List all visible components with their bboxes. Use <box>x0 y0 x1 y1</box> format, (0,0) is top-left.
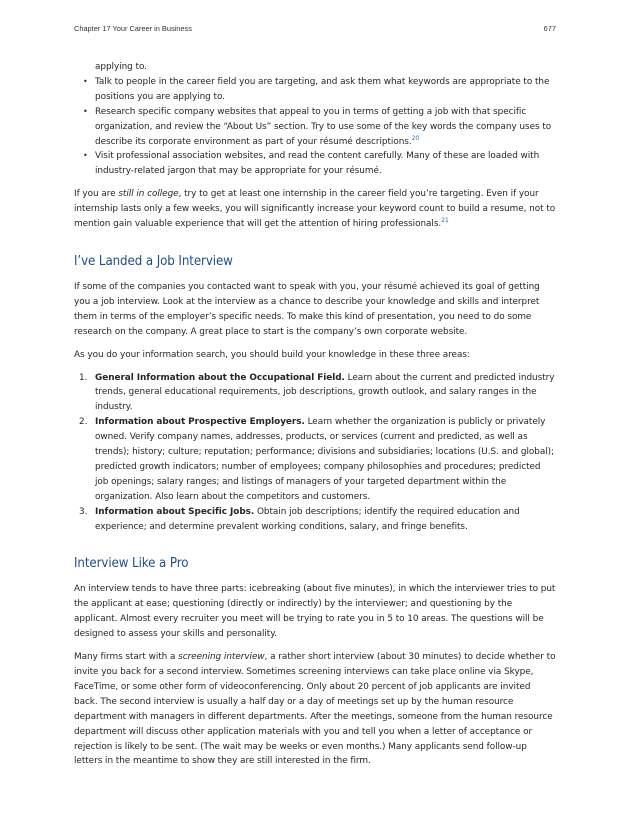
footnote-ref-21[interactable]: 21 <box>441 217 449 225</box>
paragraph: An interview tends to have three parts: icebreaking (about five minutes), in which the interviewer tries to put the applicant at ease; questioning (directly or indirectly) by the interviewer; and questioning by the applicant. Almost every recruiter you meet will be trying to rate you in 5 to 10 areas. The questions will be designed to assess your skills and personality. <box>74 584 556 640</box>
list-item <box>95 105 556 150</box>
knowledge-areas-list <box>74 371 556 535</box>
list-item-continuation: applying to. <box>95 62 147 72</box>
text-run: Many firms start with a <box>74 652 179 663</box>
list-item <box>79 415 556 504</box>
emphasis-text: screening interview <box>178 652 265 663</box>
footnote-ref-20[interactable]: 20 <box>411 134 420 142</box>
running-header <box>74 24 556 36</box>
list-item <box>79 505 556 535</box>
item-term: Information about Specific Jobs. <box>95 506 255 517</box>
item-number: 3. <box>79 506 88 517</box>
item-number: 1. <box>79 372 88 383</box>
emphasis-text: still in college <box>118 189 179 200</box>
paragraph-internship <box>74 187 556 232</box>
paragraph: If some of the companies you contacted want to speak with you, your résumé achieved its goal of getting you a job interview. Look at the interview as a chance to describe your knowledge and skills and interpret them in terms of the employer’s specific needs. To make this kind of presentation, you need to do some research on the company. A great place to start is the company’s own corporate website. <box>74 281 540 337</box>
item-text: Learn whether the organization is publicly or privately owned. Verify company names, addresses, products, or services (current and predicted, as well as trends); history; culture; reputation; performance; divisions and subsidiaries; locations (U.S. and global); predicted growth indicators; number of employees; company philosophies and procedures; predicted job openings; salary ranges; and listings of managers of your targeted department within the organization. Also learn about the competitors and customers. <box>95 417 555 502</box>
paragraph: As you do your information search, you should build your knowledge in these three areas: <box>74 349 470 360</box>
paragraph-screening-interview <box>74 650 556 769</box>
item-term: Information about Prospective Employers. <box>95 417 305 428</box>
item-number: 2. <box>79 417 88 428</box>
list-item <box>79 371 556 416</box>
section-heading-interview-like-a-pro: Interview Like a Pro <box>74 556 189 572</box>
item-text: Learn about the current and predicted industry trends, general educational requirements, job descriptions, growth outlook, and salary ranges in the industry. <box>95 372 555 413</box>
section-heading-job-interview: I’ve Landed a Job Interview <box>74 253 233 269</box>
keyword-tips-list <box>74 60 556 179</box>
page-number: 677 <box>543 24 556 33</box>
list-item: • Talk to people in the career field you are targeting, and ask them what keywords are appropriate to the positions you are applying to. <box>95 75 556 105</box>
item-term: General Information about the Occupational Field. <box>95 372 345 383</box>
item-text: Obtain job descriptions; identify the required education and experience; and determine prevalent working conditions, salary, and fringe benefits. <box>95 506 520 532</box>
text-run: If you are <box>74 189 119 200</box>
list-item: • Visit professional association websites, and read the content carefully. Many of these are loaded with industry-related jargon that may be appropriate for your résumé. <box>95 149 556 179</box>
text-run: , a rather short interview (about 30 minutes) to decide whether to invite you back for a second interview. Sometimes screening interviews can take place online via Skype, FaceTime, or some other form of videoconferencing. Only about 20 percent of job applicants are invited back. The second interview is usually a half day or a day of meetings set up by the human resource department with managers in different departments. After the meetings, someone from the human resource department will discuss other application materials with you and tell you when a letter of acceptance or rejection is likely to be sent. (The wait may be weeks or even months.) Many applicants send follow-up letters in the meantime to show they are still interested in the firm. <box>74 652 556 767</box>
list-item-text: Research specific company websites that appeal to you in terms of getting a job with that specific organization, and review the “About Us” section. Try to use some of the key words the company uses to describe its corporate environment as part of your résumé descriptions. <box>95 106 552 147</box>
text-run: , try to get at least one internship in the career field you’re targeting. Even if your internship lasts only a few weeks, you will significantly increase your keyword count to build a resume, not to mention gain valuable experience that will get the attention of hiring professionals. <box>74 189 556 230</box>
chapter-title: Chapter 17 Your Career in Business <box>74 24 192 33</box>
main-content <box>74 60 556 777</box>
